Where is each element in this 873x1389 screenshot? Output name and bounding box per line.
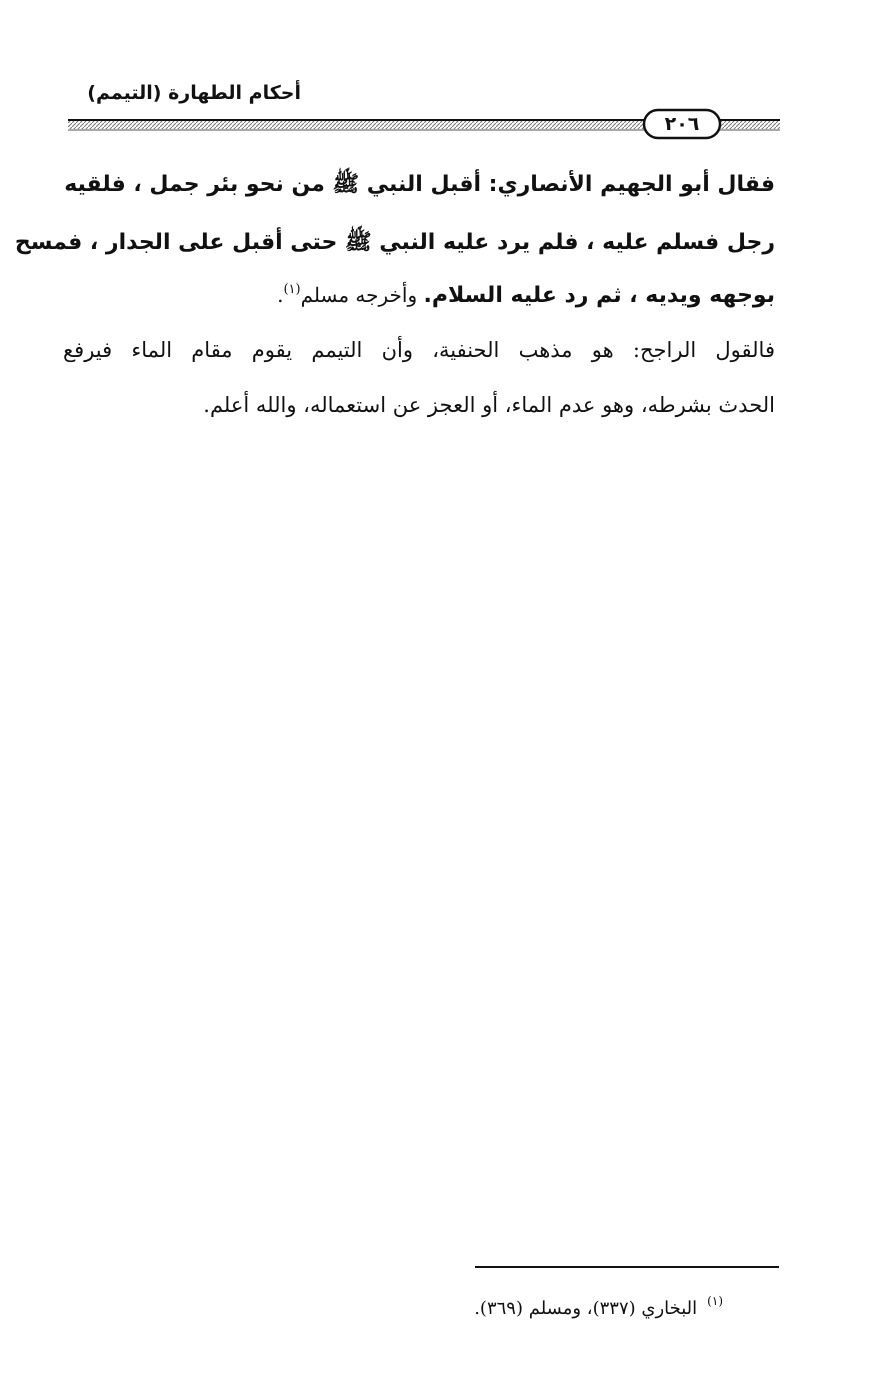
hadith-line-1: فقال أبو الجهيم الأنصاري: أقبل النبي ﷺ من نحو بئر جمل ، فلقيه <box>64 172 775 197</box>
footnote-1 <box>474 1294 723 1319</box>
page-number-badge <box>640 108 724 140</box>
hadith-line-3-bold: بوجهه ويديه ، ثم رد عليه السلام. <box>423 283 775 308</box>
footnote-rule <box>475 1266 779 1268</box>
running-header-title: أحكام الطهارة (التيمم) <box>87 82 301 104</box>
footnote-text: البخاري (٣٣٧)، ومسلم (٣٦٩). <box>474 1298 698 1319</box>
conclusion-line-2: الحدث بشرطه، وهو عدم الماء، أو العجز عن استعماله، والله أعلم. <box>203 393 775 417</box>
conclusion-line-1: فالقول الراجح: هو مذهب الحنفية، وأن التيمم يقوم مقام الماء فيرفع <box>63 338 775 362</box>
footnote-number: (١) <box>707 1294 723 1308</box>
page-number: ٢٠٦ <box>664 113 700 135</box>
hadith-line-2: رجل فسلم عليه ، فلم يرد عليه النبي ﷺ حتى أقبل على الجدار ، فمسح <box>14 230 775 255</box>
hadith-line-3-end: . <box>277 283 284 307</box>
hadith-line-3-source: وأخرجه مسلم <box>300 283 424 307</box>
hadith-line-3 <box>277 282 775 308</box>
footnote-reference: (١) <box>283 282 301 297</box>
